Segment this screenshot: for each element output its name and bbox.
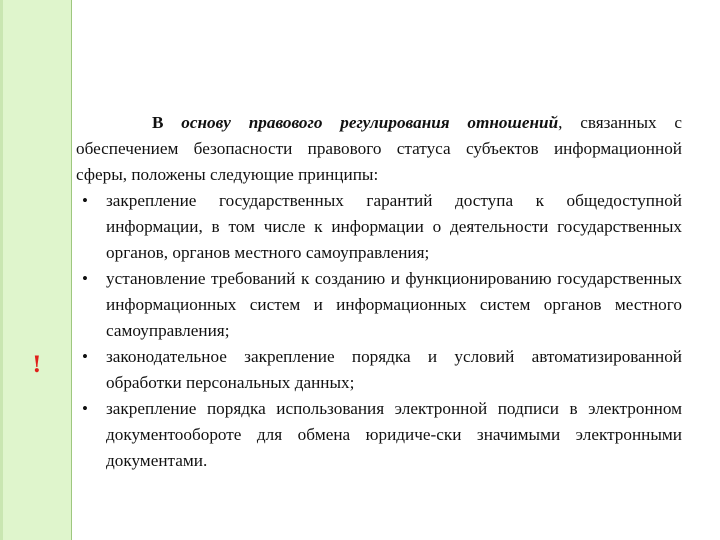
- list-item-text: закрепление порядка использования электронной подписи в электронном документообороте для обмена юридиче-ски значимыми электронными документами.: [106, 399, 682, 470]
- intro-rest: , связанных с обеспечением безопасности правового статуса субъектов информационной сферы, положены следующие принципы:: [76, 113, 682, 184]
- intro-lead-word: В: [152, 113, 164, 132]
- intro-paragraph: [76, 110, 682, 188]
- list-item-text: установление требований к созданию и функционированию государственных информационных систем и информационных систем органов местного самоуправления;: [106, 269, 682, 340]
- slide-body: [76, 110, 682, 474]
- bullet-icon: •: [82, 347, 88, 366]
- list-item: [76, 344, 682, 396]
- list-item-text: закрепление государственных гарантий доступа к общедоступной информации, в том числе к информации о деятельности государственных органов, органов местного самоуправления;: [106, 191, 682, 262]
- list-item: [76, 188, 682, 266]
- list-item-text: законодательное закрепление порядка и условий автоматизированной обработки персональных данных;: [106, 347, 682, 392]
- bullet-icon: •: [82, 269, 88, 288]
- sidebar-edge: [0, 0, 3, 540]
- list-item: [76, 396, 682, 474]
- sidebar-band: [0, 0, 72, 540]
- principles-list: [76, 188, 682, 474]
- bullet-icon: •: [82, 399, 88, 418]
- bullet-icon: •: [82, 191, 88, 210]
- list-item: [76, 266, 682, 344]
- intro-emphasis: основу правового регулирования отношений: [181, 113, 559, 132]
- exclamation-mark-icon: !: [32, 352, 42, 378]
